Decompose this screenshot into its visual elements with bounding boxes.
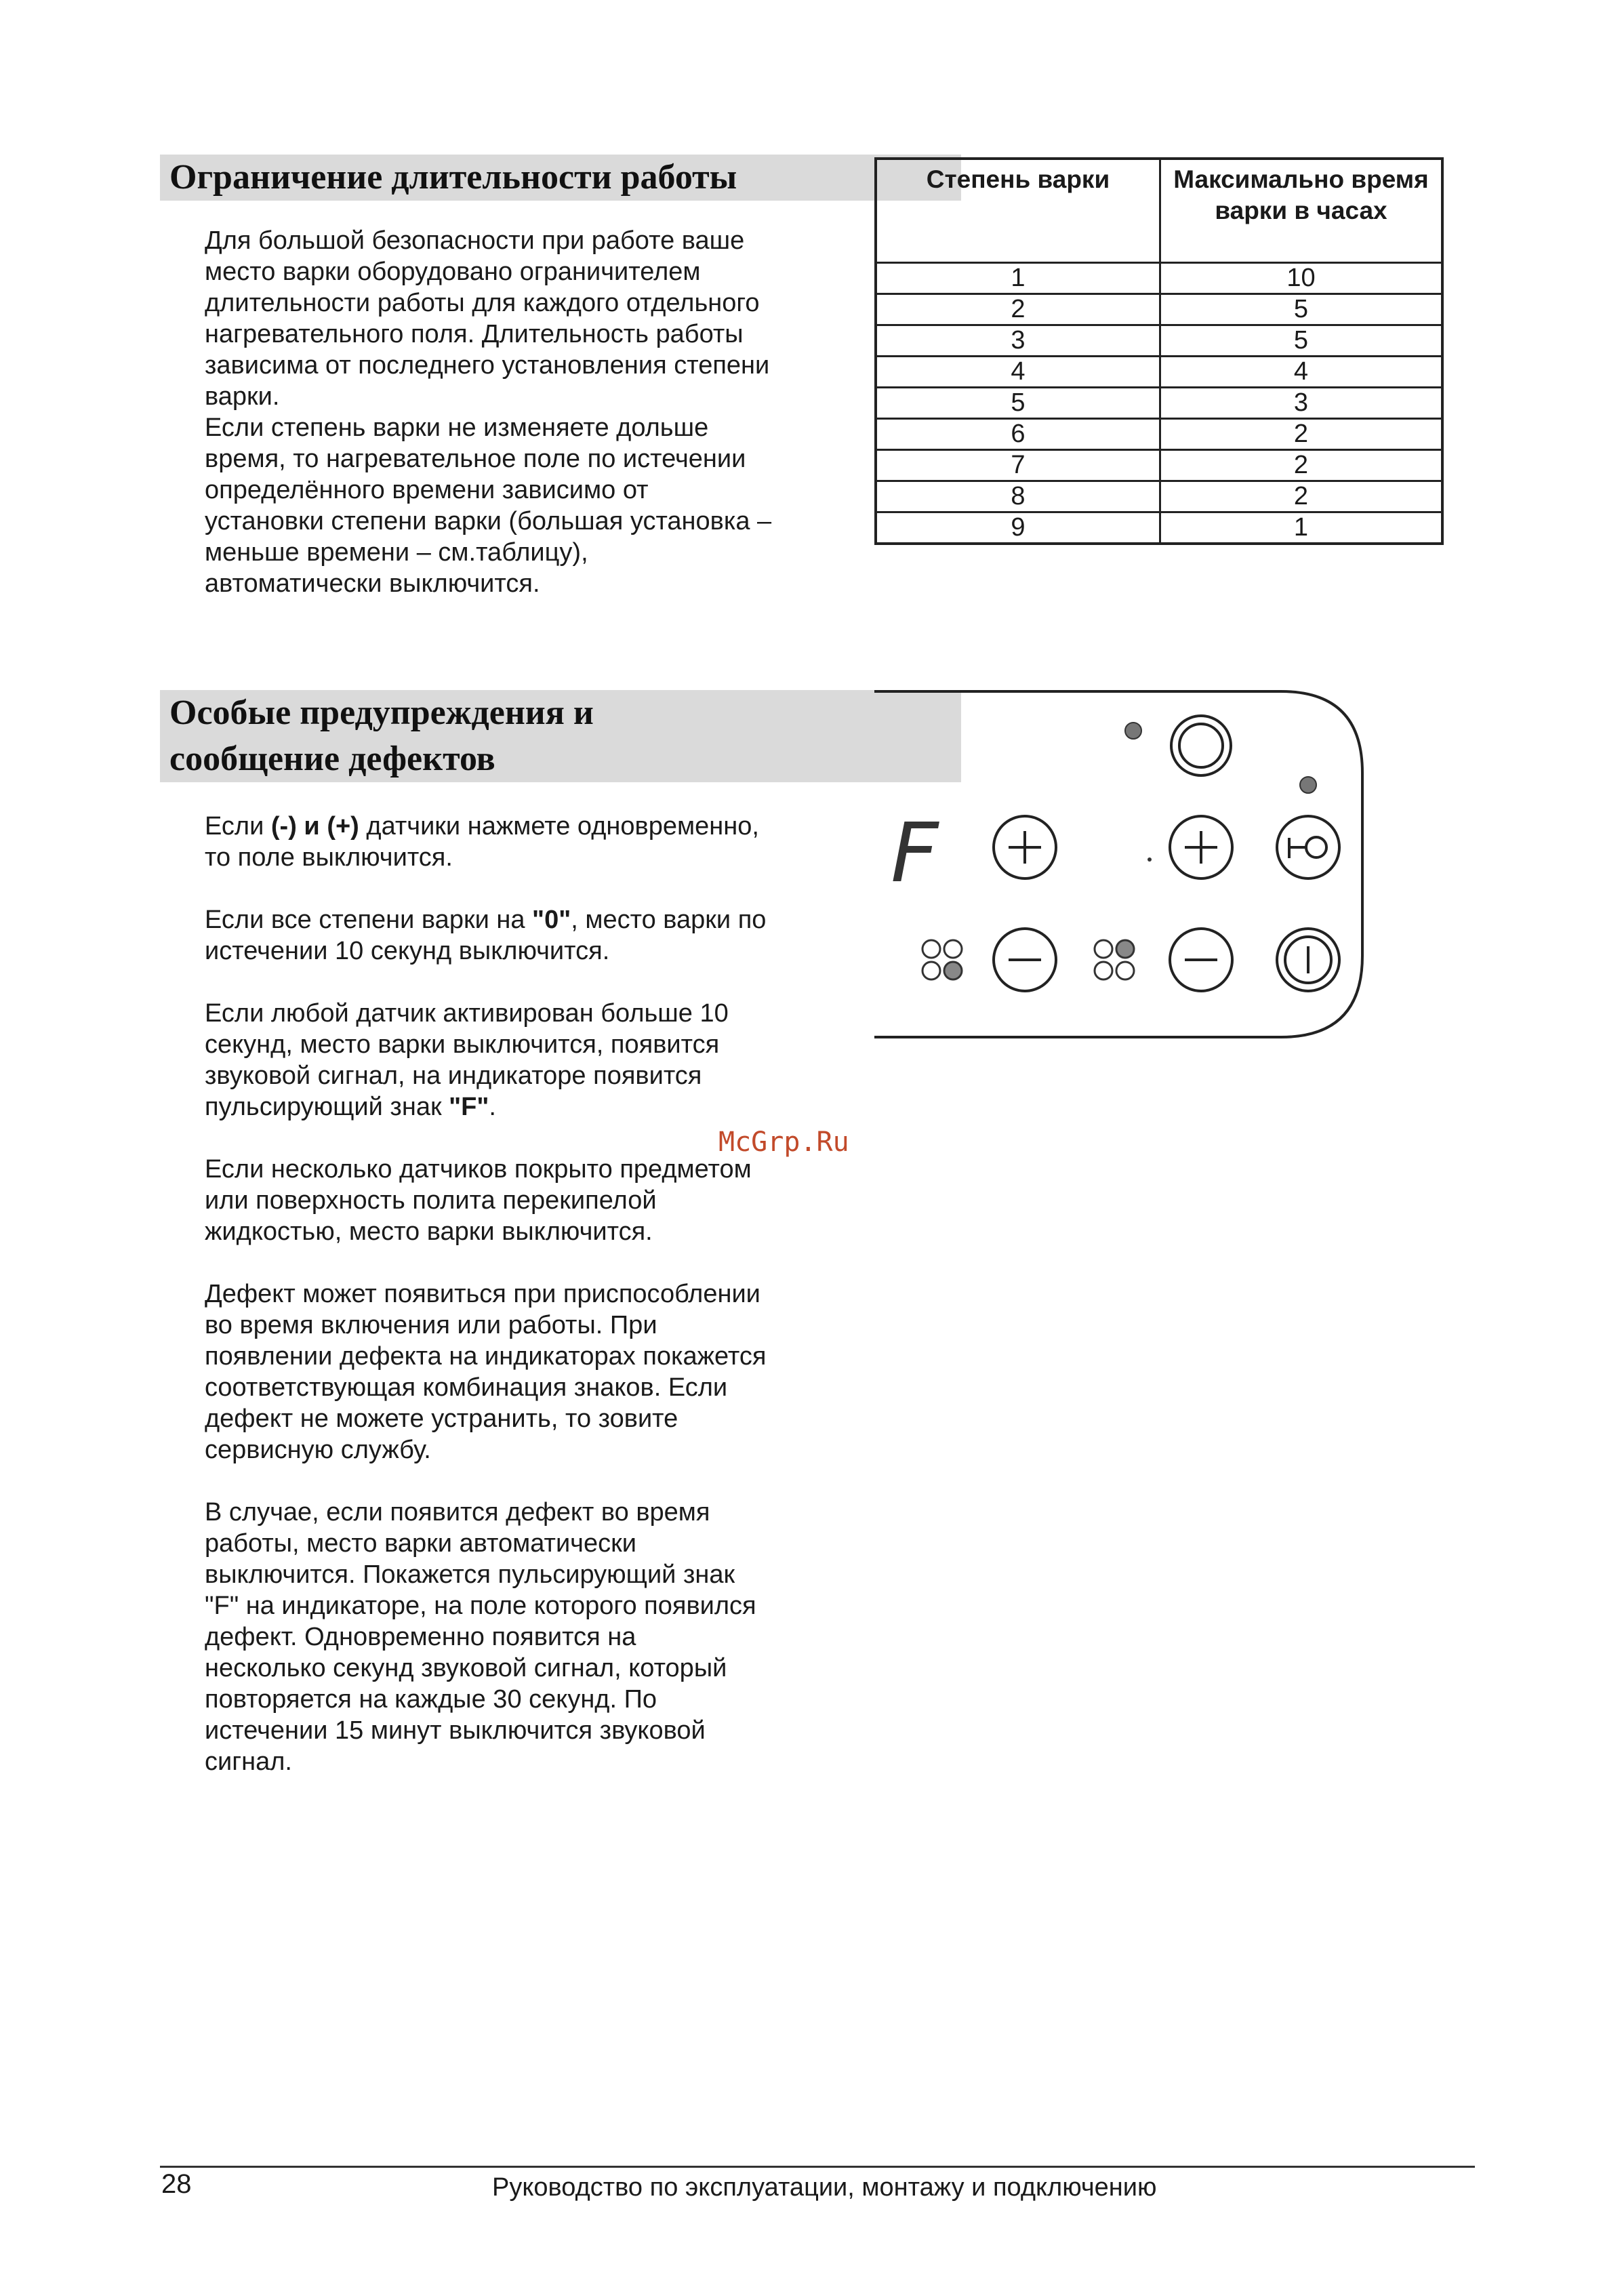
section-heading-line: Особые предупреждения и — [169, 693, 594, 732]
minus-button-right-icon — [1170, 929, 1232, 991]
footer-title: Руководство по эксплуатации, монтажу и подключению — [492, 2173, 1157, 2202]
footer-divider — [160, 2166, 1475, 2168]
table-cell: 2 — [876, 294, 1160, 325]
power-button-icon — [1277, 929, 1339, 991]
table-cell: 4 — [1160, 357, 1443, 388]
section-heading-warnings — [160, 690, 961, 782]
minus-button-left-icon — [994, 929, 1056, 991]
paragraph — [205, 904, 815, 967]
watermark: McGrp.Ru — [718, 1127, 849, 1158]
table-row — [876, 325, 1442, 357]
table-cell: 5 — [1160, 325, 1443, 357]
section-heading-text: Ограничение длительности работы — [169, 158, 737, 197]
table-cell: 5 — [1160, 294, 1443, 325]
table-row — [876, 450, 1442, 481]
table-header-cell: Степень варки — [876, 159, 1160, 263]
cooking-time-table — [874, 157, 1444, 545]
paragraph: Если несколько датчиков покрыто предметом или поверхность полита перекипелой жидкостью, место варки выключится. — [205, 1155, 752, 1246]
table-cell: 9 — [876, 512, 1160, 544]
table-cell: 3 — [876, 325, 1160, 357]
section-body-warnings — [205, 811, 815, 1809]
table-cell: 5 — [876, 388, 1160, 419]
table-cell: 4 — [876, 357, 1160, 388]
table-cell: 6 — [876, 419, 1160, 450]
table-row — [876, 388, 1442, 419]
main-switch-inner-icon — [1179, 724, 1223, 767]
section-heading-line: сообщение дефектов — [169, 740, 495, 778]
paragraph: Дефект может появиться при приспособлении во время включения или работы. При появлении дефекта на индикаторах покажется соответствующая комбинация знаков. Если дефект не можете устранить, то зовите сервисную службу. — [205, 1280, 767, 1464]
decimal-dot-icon — [1148, 857, 1152, 862]
display-f-symbol: F — [889, 807, 939, 901]
table-cell: 2 — [1160, 450, 1443, 481]
indicator-led-icon — [1125, 723, 1141, 739]
paragraph — [205, 998, 815, 1123]
text-run: датчики нажмете одновременно, то поле выключится. — [205, 812, 759, 872]
table-cell: 1 — [876, 263, 1160, 294]
table-header-cell: Максимально время варки в часах — [1160, 159, 1443, 263]
table-row — [876, 294, 1442, 325]
zone-indicator-left-icon — [922, 940, 962, 979]
text-run-bold: (-) и (+) — [270, 812, 359, 841]
zone-indicator-right-icon — [1095, 940, 1134, 979]
text-run: , место варки по истечении 10 секунд выключится. — [205, 906, 767, 965]
table-cell: 2 — [1160, 419, 1443, 450]
table-cell: 7 — [876, 450, 1160, 481]
text-run-bold: "F" — [449, 1093, 489, 1121]
text-run: Если — [205, 812, 271, 841]
paragraph: Для большой безопасности при работе ваше место варки оборудовано ограничителем длительности работы для каждого отдельного нагревательного поля. Длительность работы зависима от последнего установления степени варки. Если степень варки не изменяете дольше время, то нагревательное поле по истечении определённого времени зависимо от установки степени варки (большая установка – меньше времени – см.таблицу), автоматически выключится. — [205, 226, 772, 598]
plus-button-left-icon — [994, 816, 1056, 878]
table-cell: 3 — [1160, 388, 1443, 419]
table-row — [876, 263, 1442, 294]
table-row — [876, 419, 1442, 450]
control-panel-diagram — [874, 685, 1376, 1051]
text-run-bold: "0" — [532, 906, 571, 934]
section-body-duration-limit — [205, 225, 815, 630]
table-header-row — [876, 159, 1442, 263]
table-cell: 10 — [1160, 263, 1443, 294]
plus-button-right-icon — [1170, 816, 1232, 878]
table-row — [876, 481, 1442, 512]
table-row — [876, 357, 1442, 388]
text-run: Если любой датчик активирован больше 10 секунд, место варки выключится, появится звуковой сигнал, на индикаторе появится пульсирующий знак — [205, 999, 729, 1121]
table-cell: 2 — [1160, 481, 1443, 512]
lock-led-icon — [1300, 777, 1316, 793]
paragraph — [205, 811, 815, 873]
table-cell: 1 — [1160, 512, 1443, 544]
section-heading-duration-limit — [160, 155, 961, 201]
text-run: Если все степени варки на — [205, 906, 533, 934]
text-run: . — [489, 1093, 496, 1121]
paragraph: В случае, если появится дефект во время работы, место варки автоматически выключится. Покажется пульсирующий знак "F" на индикаторе, на поле которого появился дефект. Одновременно появится на несколько секунд звуковой сигнал, который повторяется на каждые 30 секунд. По истечении 15 минут выключится звуковой сигнал. — [205, 1498, 756, 1776]
table-row — [876, 512, 1442, 544]
page-number: 28 — [161, 2169, 192, 2199]
table-cell: 8 — [876, 481, 1160, 512]
key-lock-button-icon — [1277, 816, 1339, 878]
